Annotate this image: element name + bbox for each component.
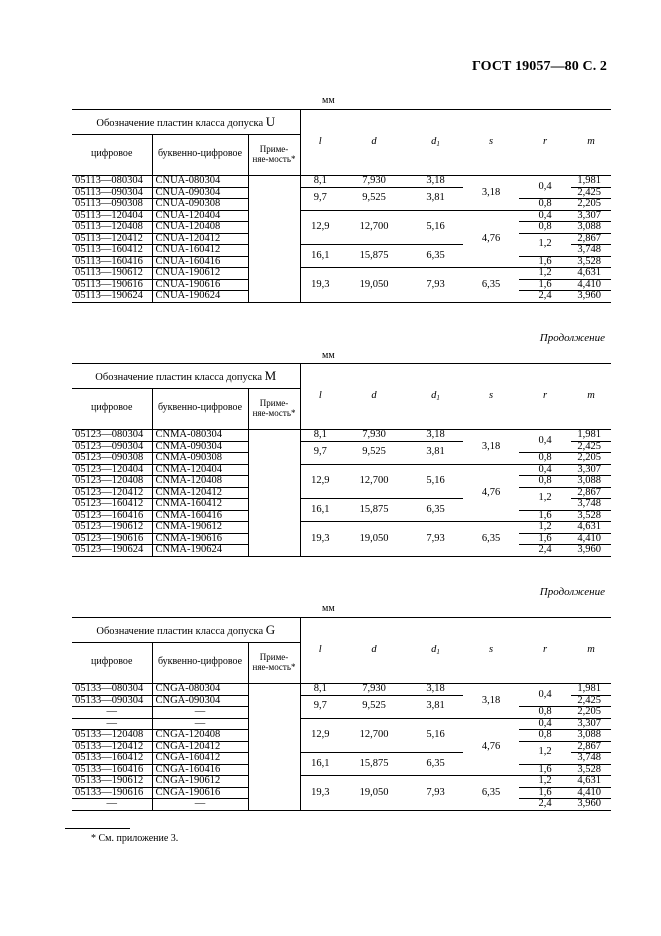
cell-l: 8,1 — [300, 430, 340, 442]
cell-s: 4,76 — [463, 464, 519, 522]
cell-m: 4,410 — [571, 533, 611, 545]
cell-r: 0,8 — [519, 453, 571, 465]
cell-r: 1,6 — [519, 533, 571, 545]
cell-digital: 05133—160416 — [72, 764, 152, 776]
group-header — [72, 110, 300, 135]
cell-d: 9,525 — [340, 187, 408, 210]
cell-l: 16,1 — [300, 753, 340, 776]
col-header-applicability: Приме-няе-мость* — [248, 643, 300, 684]
col-header-r: r — [519, 364, 571, 430]
cell-applicability — [248, 476, 300, 488]
col-header-r: r — [519, 618, 571, 684]
cell-alpha: CNUA-160416 — [152, 256, 248, 268]
cell-alpha: CNMA-120404 — [152, 464, 248, 476]
cell-alpha: CNUA-190612 — [152, 268, 248, 280]
cell-applicability — [248, 776, 300, 788]
cell-alpha: CNMA-080304 — [152, 430, 248, 442]
cell-d: 12,700 — [340, 718, 408, 753]
cell-digital: 05113—080304 — [72, 176, 152, 188]
cell-d1: 5,16 — [408, 718, 463, 753]
cell-applicability — [248, 210, 300, 222]
unit-label: мм — [322, 603, 335, 614]
cell-l: 16,1 — [300, 499, 340, 522]
cell-d1: 3,18 — [408, 430, 463, 442]
cell-d: 7,930 — [340, 430, 408, 442]
cell-alpha: CNGA-120412 — [152, 741, 248, 753]
cell-m: 3,960 — [571, 545, 611, 557]
cell-applicability — [248, 799, 300, 811]
cell-m: 3,528 — [571, 764, 611, 776]
cell-applicability — [248, 753, 300, 765]
cell-l: 8,1 — [300, 684, 340, 696]
cell-digital: 05133—090304 — [72, 695, 152, 707]
cell-r: 0,8 — [519, 707, 571, 719]
cell-digital: 05113—190612 — [72, 268, 152, 280]
cell-digital: 05123—190616 — [72, 533, 152, 545]
cell-d1: 3,81 — [408, 695, 463, 718]
cell-alpha: CNGA-090304 — [152, 695, 248, 707]
cell-digital: 05133—080304 — [72, 684, 152, 696]
page-header: ГОСТ 19057—80 С. 2 — [472, 59, 607, 74]
cell-digital: 05113—160416 — [72, 256, 152, 268]
cell-r: 0,4 — [519, 176, 571, 199]
cell-l: 19,3 — [300, 268, 340, 303]
cell-d1: 7,93 — [408, 522, 463, 557]
cell-m: 4,631 — [571, 522, 611, 534]
cell-alpha: CNGA-160412 — [152, 753, 248, 765]
col-header-applicability: Приме-няе-мость* — [248, 389, 300, 430]
cell-r: 0,8 — [519, 476, 571, 488]
cell-r: 2,4 — [519, 799, 571, 811]
cell-d: 7,930 — [340, 176, 408, 188]
col-header-d: d — [340, 364, 408, 430]
cell-m: 3,528 — [571, 256, 611, 268]
cell-alpha: CNMA-090308 — [152, 453, 248, 465]
cell-m: 3,307 — [571, 718, 611, 730]
cell-m: 1,981 — [571, 430, 611, 442]
cell-d1: 7,93 — [408, 776, 463, 811]
cell-r: 1,2 — [519, 522, 571, 534]
cell-applicability — [248, 222, 300, 234]
cell-r: 1,2 — [519, 233, 571, 256]
table-row — [72, 176, 611, 188]
cell-applicability — [248, 279, 300, 291]
cell-d1: 3,81 — [408, 441, 463, 464]
cell-d1: 3,81 — [408, 187, 463, 210]
cell-applicability — [248, 522, 300, 534]
class-letter: U — [265, 113, 276, 129]
cell-alpha: CNUA-080304 — [152, 176, 248, 188]
footnote-divider — [65, 828, 130, 829]
cell-applicability — [248, 510, 300, 522]
table-row — [72, 464, 611, 476]
table-row — [72, 684, 611, 696]
cell-m: 3,748 — [571, 245, 611, 257]
cell-m: 4,410 — [571, 787, 611, 799]
cell-m: 2,425 — [571, 441, 611, 453]
col-header-d: d — [340, 618, 408, 684]
cell-r: 0,8 — [519, 199, 571, 211]
cell-digital: 05113—190624 — [72, 291, 152, 303]
cell-applicability — [248, 487, 300, 499]
cell-digital: 05113—160412 — [72, 245, 152, 257]
cell-alpha: CNMA-120412 — [152, 487, 248, 499]
cell-digital: 05123—120408 — [72, 476, 152, 488]
col-header-l: l — [300, 110, 340, 176]
group-header-text: Обозначение пластин класса допуска — [96, 117, 264, 129]
cell-m: 2,205 — [571, 453, 611, 465]
cell-digital: 05113—090308 — [72, 199, 152, 211]
cell-r: 0,4 — [519, 430, 571, 453]
cell-d1: 6,35 — [408, 499, 463, 522]
cell-m: 2,205 — [571, 707, 611, 719]
col-header-applicability: Приме-няе-мость* — [248, 135, 300, 176]
cell-m: 3,528 — [571, 510, 611, 522]
col-header-l: l — [300, 618, 340, 684]
d1-main: d — [431, 644, 437, 655]
cell-digital: 05133—190612 — [72, 776, 152, 788]
cell-digital: 05133—120408 — [72, 730, 152, 742]
cell-digital: 05123—160412 — [72, 499, 152, 511]
cell-d1: 3,18 — [408, 176, 463, 188]
col-header-s: s — [463, 364, 519, 430]
cell-l: 12,9 — [300, 464, 340, 499]
cell-applicability — [248, 233, 300, 245]
cell-m: 3,088 — [571, 222, 611, 234]
col-header-alpha: буквенно-цифровое — [152, 135, 248, 176]
cell-m: 3,960 — [571, 799, 611, 811]
table-row — [72, 776, 611, 788]
cell-applicability — [248, 199, 300, 211]
col-header-d1 — [408, 618, 463, 684]
col-header-digital: цифровое — [72, 643, 152, 684]
class-letter: M — [264, 367, 277, 383]
cell-digital: 05123—120404 — [72, 464, 152, 476]
cell-m: 4,410 — [571, 279, 611, 291]
col-header-m: m — [571, 618, 611, 684]
cell-digital: 05113—120408 — [72, 222, 152, 234]
cell-alpha: CNGA-190616 — [152, 787, 248, 799]
cell-m: 2,867 — [571, 487, 611, 499]
cell-d: 19,050 — [340, 268, 408, 303]
cell-digital: 05123—160416 — [72, 510, 152, 522]
cell-r: 1,2 — [519, 487, 571, 510]
cell-d: 12,700 — [340, 464, 408, 499]
cell-d1: 6,35 — [408, 753, 463, 776]
table-row — [72, 430, 611, 442]
cell-applicability — [248, 741, 300, 753]
cell-d1: 5,16 — [408, 210, 463, 245]
cell-applicability — [248, 730, 300, 742]
cell-m: 1,981 — [571, 176, 611, 188]
cell-alpha: CNUA-160412 — [152, 245, 248, 257]
cell-d: 9,525 — [340, 441, 408, 464]
cell-alpha: — — [152, 799, 248, 811]
cell-alpha: CNUA-090304 — [152, 187, 248, 199]
cell-d: 19,050 — [340, 776, 408, 811]
col-header-digital: цифровое — [72, 389, 152, 430]
cell-alpha: CNMA-160412 — [152, 499, 248, 511]
col-header-m: m — [571, 110, 611, 176]
col-header-alpha: буквенно-цифровое — [152, 643, 248, 684]
cell-d1: 6,35 — [408, 245, 463, 268]
cell-applicability — [248, 176, 300, 188]
cell-digital: 05123—190612 — [72, 522, 152, 534]
cell-alpha: CNGA-160416 — [152, 764, 248, 776]
cell-r: 1,2 — [519, 776, 571, 788]
col-header-l: l — [300, 364, 340, 430]
param-table — [72, 109, 611, 303]
cell-r: 0,8 — [519, 730, 571, 742]
param-table — [72, 363, 611, 557]
continuation-label: Продолжение — [539, 586, 605, 598]
cell-r: 0,4 — [519, 464, 571, 476]
param-table — [72, 617, 611, 811]
cell-applicability — [248, 453, 300, 465]
col-header-d1 — [408, 110, 463, 176]
cell-s: 6,35 — [463, 268, 519, 303]
cell-digital: 05123—120412 — [72, 487, 152, 499]
cell-digital: 05123—090304 — [72, 441, 152, 453]
cell-alpha: CNUA-120408 — [152, 222, 248, 234]
col-header-d: d — [340, 110, 408, 176]
col-header-m: m — [571, 364, 611, 430]
cell-digital: 05123—080304 — [72, 430, 152, 442]
cell-alpha: CNGA-190612 — [152, 776, 248, 788]
cell-alpha: CNMA-190616 — [152, 533, 248, 545]
d1-main: d — [431, 390, 437, 401]
cell-applicability — [248, 256, 300, 268]
cell-digital: 05133—160412 — [72, 753, 152, 765]
table-row — [72, 522, 611, 534]
cell-r: 1,2 — [519, 268, 571, 280]
cell-s: 3,18 — [463, 684, 519, 719]
cell-m: 4,631 — [571, 268, 611, 280]
cell-s: 3,18 — [463, 430, 519, 465]
cell-r: 1,6 — [519, 510, 571, 522]
cell-digital: 05133—120412 — [72, 741, 152, 753]
cell-alpha: CNGA-080304 — [152, 684, 248, 696]
cell-applicability — [248, 430, 300, 442]
cell-r: 1,6 — [519, 764, 571, 776]
cell-d1: 7,93 — [408, 268, 463, 303]
cell-alpha: CNMA-120408 — [152, 476, 248, 488]
table-row — [72, 718, 611, 730]
col-header-s: s — [463, 110, 519, 176]
cell-alpha: — — [152, 718, 248, 730]
cell-d: 19,050 — [340, 522, 408, 557]
col-header-s: s — [463, 618, 519, 684]
cell-r: 1,2 — [519, 741, 571, 764]
col-header-alpha: буквенно-цифровое — [152, 389, 248, 430]
class-letter: G — [265, 621, 276, 637]
col-header-d1 — [408, 364, 463, 430]
col-header-r: r — [519, 110, 571, 176]
cell-alpha: CNGA-120408 — [152, 730, 248, 742]
cell-l: 16,1 — [300, 245, 340, 268]
table-row — [72, 210, 611, 222]
cell-s: 6,35 — [463, 522, 519, 557]
cell-applicability — [248, 707, 300, 719]
cell-d: 15,875 — [340, 753, 408, 776]
d1-main: d — [431, 136, 437, 147]
cell-applicability — [248, 695, 300, 707]
cell-digital: 05133—190616 — [72, 787, 152, 799]
group-header — [72, 618, 300, 643]
cell-l: 9,7 — [300, 441, 340, 464]
cell-m: 2,425 — [571, 695, 611, 707]
cell-m: 4,631 — [571, 776, 611, 788]
cell-m: 3,307 — [571, 210, 611, 222]
cell-r: 0,4 — [519, 210, 571, 222]
cell-m: 2,425 — [571, 187, 611, 199]
cell-alpha: CNMA-190612 — [152, 522, 248, 534]
cell-digital: — — [72, 707, 152, 719]
cell-digital: — — [72, 718, 152, 730]
cell-applicability — [248, 764, 300, 776]
cell-m: 3,088 — [571, 476, 611, 488]
cell-d1: 3,18 — [408, 684, 463, 696]
cell-r: 2,4 — [519, 291, 571, 303]
group-header — [72, 364, 300, 389]
cell-applicability — [248, 291, 300, 303]
cell-alpha: CNUA-190624 — [152, 291, 248, 303]
cell-s: 4,76 — [463, 718, 519, 776]
cell-m: 2,867 — [571, 741, 611, 753]
cell-m: 3,960 — [571, 291, 611, 303]
cell-digital: 05113—090304 — [72, 187, 152, 199]
continuation-label: Продолжение — [539, 332, 605, 344]
cell-applicability — [248, 187, 300, 199]
cell-l: 9,7 — [300, 187, 340, 210]
cell-applicability — [248, 245, 300, 257]
cell-r: 1,6 — [519, 279, 571, 291]
cell-m: 3,748 — [571, 499, 611, 511]
cell-m: 2,867 — [571, 233, 611, 245]
cell-d: 9,525 — [340, 695, 408, 718]
cell-applicability — [248, 441, 300, 453]
cell-r: 2,4 — [519, 545, 571, 557]
cell-l: 9,7 — [300, 695, 340, 718]
cell-alpha: — — [152, 707, 248, 719]
cell-m: 3,088 — [571, 730, 611, 742]
group-header-text: Обозначение пластин класса допуска — [95, 371, 263, 383]
d1-subscript: 1 — [436, 394, 440, 402]
d1-subscript: 1 — [436, 648, 440, 656]
d1-subscript: 1 — [436, 140, 440, 148]
footnote: * См. приложение 3. — [91, 833, 179, 844]
cell-d: 15,875 — [340, 245, 408, 268]
unit-label: мм — [322, 95, 335, 106]
cell-m: 2,205 — [571, 199, 611, 211]
cell-m: 1,981 — [571, 684, 611, 696]
group-header-text: Обозначение пластин класса допуска — [96, 625, 264, 637]
cell-r: 1,6 — [519, 787, 571, 799]
cell-digital: — — [72, 799, 152, 811]
cell-d: 7,930 — [340, 684, 408, 696]
col-header-digital: цифровое — [72, 135, 152, 176]
cell-l: 19,3 — [300, 776, 340, 811]
cell-s: 3,18 — [463, 176, 519, 211]
cell-digital: 05123—190624 — [72, 545, 152, 557]
cell-r: 0,8 — [519, 222, 571, 234]
cell-alpha: CNUA-120404 — [152, 210, 248, 222]
cell-applicability — [248, 684, 300, 696]
cell-applicability — [248, 545, 300, 557]
cell-applicability — [248, 533, 300, 545]
cell-alpha: CNUA-190616 — [152, 279, 248, 291]
cell-digital: 05123—090308 — [72, 453, 152, 465]
cell-applicability — [248, 499, 300, 511]
cell-alpha: CNUA-120412 — [152, 233, 248, 245]
cell-alpha: CNMA-090304 — [152, 441, 248, 453]
unit-label: мм — [322, 350, 335, 361]
cell-l: 12,9 — [300, 718, 340, 753]
cell-applicability — [248, 718, 300, 730]
cell-m: 3,748 — [571, 753, 611, 765]
cell-applicability — [248, 787, 300, 799]
cell-digital: 05113—120404 — [72, 210, 152, 222]
cell-alpha: CNMA-160416 — [152, 510, 248, 522]
cell-l: 12,9 — [300, 210, 340, 245]
cell-r: 0,4 — [519, 718, 571, 730]
cell-d1: 5,16 — [408, 464, 463, 499]
table-row — [72, 268, 611, 280]
cell-digital: 05113—190616 — [72, 279, 152, 291]
cell-alpha: CNMA-190624 — [152, 545, 248, 557]
cell-d: 12,700 — [340, 210, 408, 245]
cell-digital: 05113—120412 — [72, 233, 152, 245]
cell-applicability — [248, 268, 300, 280]
cell-applicability — [248, 464, 300, 476]
cell-r: 1,6 — [519, 256, 571, 268]
cell-m: 3,307 — [571, 464, 611, 476]
cell-s: 4,76 — [463, 210, 519, 268]
cell-l: 19,3 — [300, 522, 340, 557]
cell-s: 6,35 — [463, 776, 519, 811]
cell-l: 8,1 — [300, 176, 340, 188]
cell-d: 15,875 — [340, 499, 408, 522]
cell-alpha: CNUA-090308 — [152, 199, 248, 211]
cell-r: 0,4 — [519, 684, 571, 707]
